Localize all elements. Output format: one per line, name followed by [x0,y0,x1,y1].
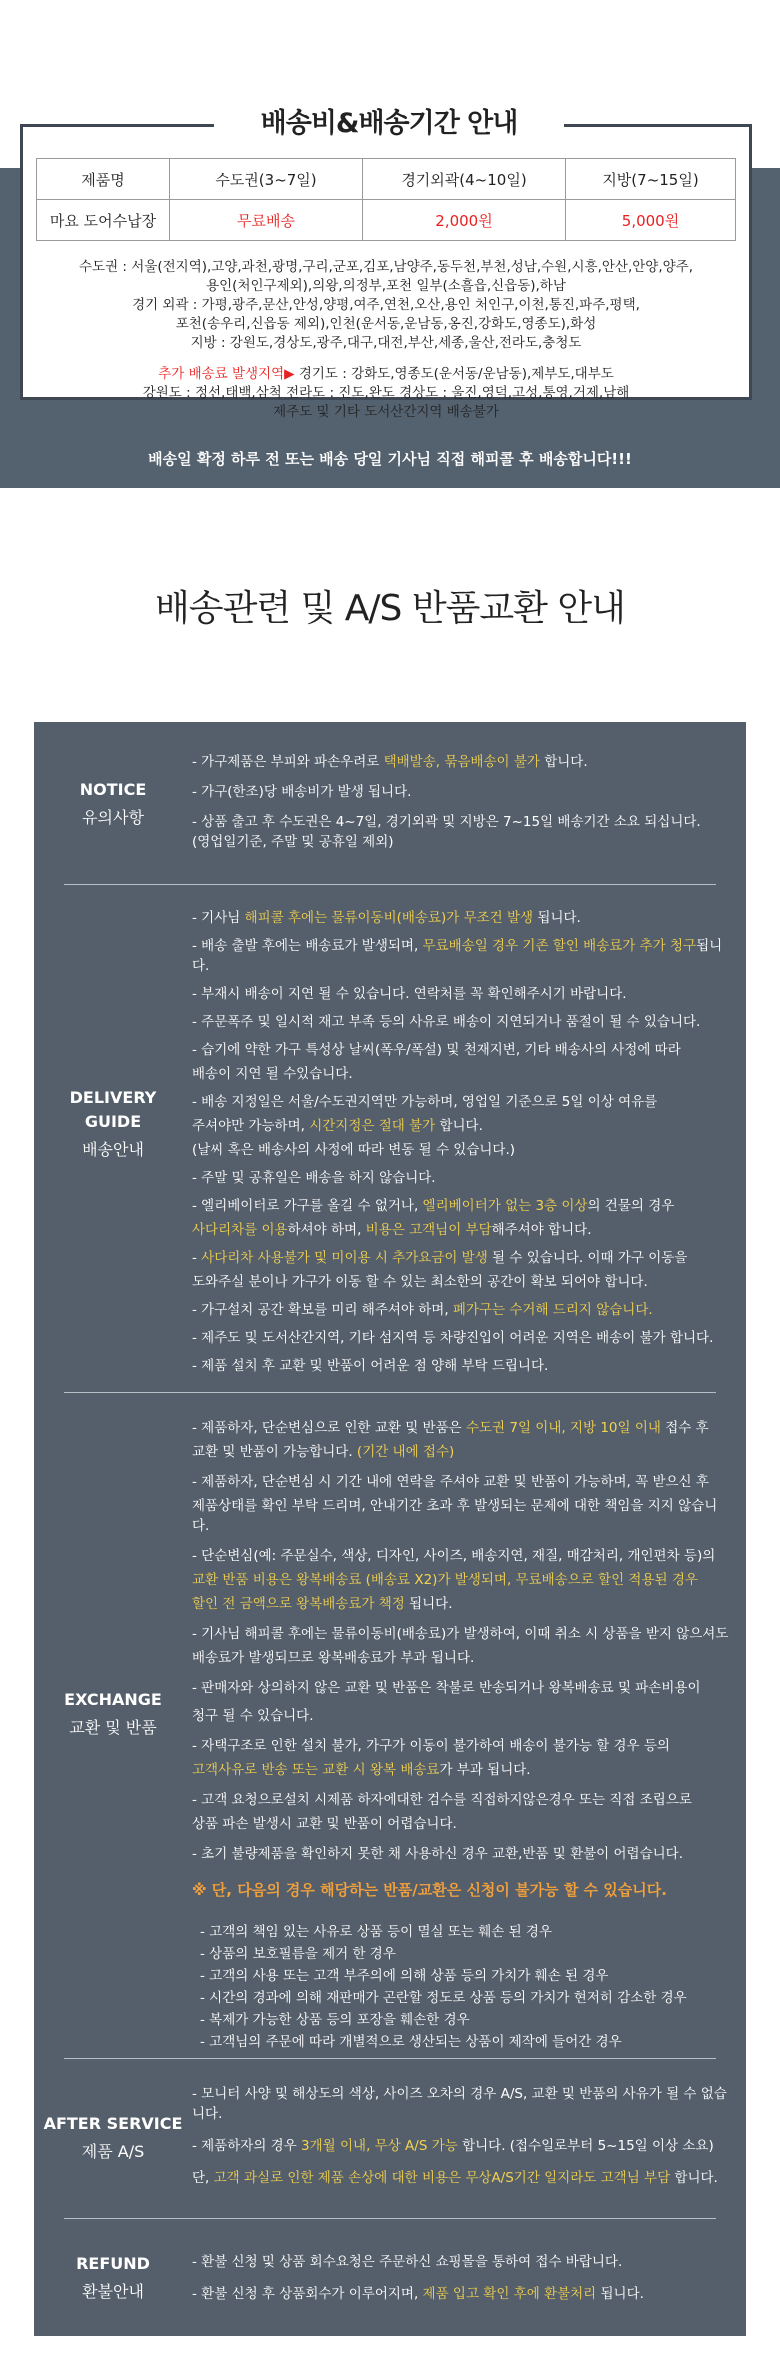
plain-text: - 배송 지정일은 서울/수도권지역만 가능하며, 영업일 기준으로 5일 이상 여유를 [192,1094,658,1110]
plain-text: 하셔야 하며, [287,1222,366,1238]
guide-line [192,908,732,928]
plain-text: - 환불 신청 후 상품회수가 이루어지며, [192,2286,423,2302]
table-cell-product: 마요 도어수납장 [37,200,170,241]
guide-title: 배송관련 및 A/S 반품교환 안내 [155,588,625,629]
guide-line [192,1040,732,1060]
region-line: 포천(송우리,신읍동 제외),인천(운서동,운남동,옹진,강화도,영종도),화성 [175,316,597,332]
list-item: - 상품의 보호필름을 제거 한 경우 [200,1946,396,1962]
extra-fee-line [36,365,736,384]
extra-fee-label: 추가 배송료 발생지역▶ [158,366,295,382]
table-header-cell: 제품명 [37,159,170,200]
list-item: - 고객의 책임 있는 사유로 상품 등이 멸실 또는 훼손 된 경우 [200,1924,553,1940]
guide-line [192,832,732,852]
section-body-delivery [192,908,732,1376]
plain-text: - 제품 설치 후 교환 및 반품이 어려운 점 양해 부탁 드립니다. [192,1358,549,1374]
guide-line [192,1168,732,1188]
section-title-en: EXCHANGE [64,1690,162,1709]
section-label-delivery [34,1086,192,1162]
plain-text: - 기사님 해피콜 후에는 물류이동비(배송료)가 발생하여, 이때 취소 시 상품을 받지 않으셔도 [192,1626,729,1642]
plain-text: 배송이 지연 될 수있습니다. [192,1066,353,1082]
guide-line [192,1140,732,1160]
section-divider [64,884,716,885]
guide-line [192,1116,732,1136]
plain-text: - 기사님 [192,910,245,926]
guide-line [192,1594,732,1614]
highlight-text: 시간지정은 절대 불가 [309,1118,436,1134]
highlight-text: 엘리베이터가 없는 3층 이상 [422,1198,588,1214]
section-label-after-service [34,2112,192,2164]
list-item: - 복제가 가능한 상품 등의 포장을 훼손한 경우 [200,2012,470,2028]
plain-text: 가 부과 됩니다. [439,1762,531,1778]
guide-line [192,1570,732,1590]
table-cell-fee: 5,000원 [566,200,736,241]
highlight-text: 비용은 고객님이 부담 [365,1222,492,1238]
table-header-cell: 지방(7~15일) [566,159,736,200]
highlight-text: (기간 내에 접수) [356,1444,455,1460]
plain-text: 될 수 있습니다. 이때 가구 이동을 [487,1250,688,1266]
highlight-text: 사다리차 사용불가 및 미이용 시 추가요금이 발생 [201,1250,488,1266]
plain-text: 합니다. [539,754,588,770]
highlight-text: 수도권 7일 이내, 지방 10일 이내 [465,1420,661,1436]
plain-text: 상품 파손 발생시 교환 및 반품이 어렵습니다. [192,1816,457,1832]
guide-line [192,1418,732,1438]
plain-text: - 제품하자의 경우 [192,2138,302,2154]
plain-text: - 판매자와 상의하지 않은 교환 및 반품은 착불로 반송되거나 왕복배송료 및 파손비용이 [192,1680,701,1696]
plain-text: - 환불 신청 및 상품 회수요청은 주문하신 쇼핑몰을 통하여 접수 바랍니다. [192,2254,623,2270]
highlight-text: 폐가구는 수거해 드리지 않습니다. [452,1302,653,1318]
plain-text: - 주문폭주 및 일시적 재고 부족 등의 사유로 배송이 지연되거나 품절이 될 수 있습니다. [192,1014,701,1030]
guide-line [192,1300,732,1320]
plain-text: - 자택구조로 인한 설치 불가, 가구가 이동이 불가하여 배송이 불가능 할 경우 등의 [192,1738,670,1754]
plain-text: - 초기 불량제품을 확인하지 못한 채 사용하신 경우 교환,반품 및 환불이 어렵습니다. [192,1846,684,1862]
plain-text: 됩니다. [404,1596,453,1612]
guide-line [192,2284,732,2304]
section-title-ko: 환불안내 [82,2282,144,2301]
plain-text: - 제주도 및 도서산간지역, 기타 섬지역 등 차량진입이 어려운 지역은 배송이 불가 합니다. [192,1330,714,1346]
plain-text: - 상품 출고 후 수도권은 4~7일, 경기외곽 및 지방은 7~15일 배송기간 소요 되십니다. [192,814,701,830]
section-label-exchange [34,1688,192,1740]
highlight-text: 택배발송, 묶음배송이 불가 [383,754,540,770]
section-title-ko: 제품 A/S [81,2142,145,2161]
table-header-cell: 수도권(3~7일) [170,159,363,200]
section-label-notice [34,778,192,830]
section-title-en: DELIVERY [69,1088,157,1107]
plain-text: - [192,1250,202,1266]
guide-line [192,1546,732,1566]
section-title-ko: 유의사항 [82,808,144,827]
section-title-ko: 교환 및 반품 [69,1718,157,1737]
guide-line [192,812,732,832]
shipping-card-title: 배송비&배송기간 안내 [214,104,564,144]
section-divider [64,1392,716,1393]
shipping-fee-table [36,158,736,241]
plain-text: 단, [192,2170,214,2186]
section-label-refund [34,2252,192,2304]
highlight-text: 3개월 이내, 무상 A/S 가능 [301,2138,458,2154]
guide-line [192,1328,732,1348]
section-divider [64,2218,716,2219]
plain-text: - 제품하자, 단순변심으로 인한 교환 및 반품은 [192,1420,466,1436]
plain-text: 합니다. [670,2170,718,2186]
guide-line [192,2084,732,2124]
plain-text: 해주셔야 합니다. [491,1222,592,1238]
guide-line [192,2136,732,2156]
plain-text: 됩니다. [533,910,581,926]
extra-fee-line: 강원도 : 정선,태백,삼척 전라도 : 진도,완도 경상도 : 울진,영덕,고성,통영,거제,남해 [142,385,630,401]
guide-line [192,2252,732,2272]
guide-line [192,1356,732,1376]
plain-text: - 주말 및 공휴일은 배송을 하지 않습니다. [192,1170,436,1186]
highlight-text: 교환 반품 비용은 왕복배송료 (배송료 X2)가 발생되며, 무료배송으로 할인 적용된 경우 [192,1572,698,1588]
guide-line [192,1844,732,1864]
plain-text: - 고객 요청으로설치 시제품 하자에대한 검수를 직접하지않은경우 또는 직접 조립으로 [192,1792,692,1808]
plain-text: (영업일기준, 주말 및 공휴일 제외) [192,834,394,850]
plain-text: 청구 될 수 있습니다. [192,1708,314,1724]
exception-list [192,1922,732,2052]
list-item: - 시간의 경과에 의해 재판매가 곤란할 정도로 상품 등의 가치가 현저히 감소한 경우 [200,1990,687,2006]
table-cell-fee: 무료배송 [170,200,363,241]
plain-text: - 가구설치 공간 확보를 미리 해주셔야 하며, [192,1302,453,1318]
guide-line [192,1760,732,1780]
plain-text: - 가구제품은 부피와 파손우려로 [192,754,384,770]
exchange-warning: ※ 단, 다음의 경우 해당하는 반품/교환은 신청이 불가능 할 수 있습니다. [192,1881,667,1899]
plain-text: - 단순변심(예: 주문실수, 색상, 디자인, 사이즈, 배송지연, 재질, 매감처리, 개인편차 등)의 [192,1548,716,1564]
section-divider [64,2058,716,2059]
plain-text: 접수 후 [660,1420,709,1436]
section-title-en: REFUND [76,2254,150,2273]
guide-line [192,1442,732,1462]
highlight-text: 무료배송일 경우 기존 할인 배송료가 추가 청구 [422,938,697,954]
plain-text: - 모니터 사양 및 해상도의 색상, 사이즈 오차의 경우 A/S, 교환 및 반품의 사유가 될 수 없습니다. [192,2086,727,2122]
list-item: - 고객님의 주문에 따라 개별적으로 생산되는 상품이 제작에 들어간 경우 [200,2034,622,2050]
guide-line [192,1248,732,1268]
guide-line [192,1092,732,1112]
guide-line [192,1496,732,1536]
guide-line [192,1678,732,1698]
guide-line [192,782,732,802]
section-title-ko: 배송안내 [82,1140,144,1159]
plain-text: 됩니다. [192,938,723,974]
guide-line [192,936,732,976]
section-body-exchange [192,1418,732,2052]
shipping-banner [0,0,780,488]
region-line: 지방 : 강원도,경상도,광주,대구,대전,부산,세종,울산,전라도,충청도 [190,335,582,351]
section-title-en: AFTER SERVICE [43,2114,183,2133]
guide-line [192,984,732,1004]
region-info [36,258,736,422]
guide-line [192,1624,732,1644]
guide-line [192,1472,732,1492]
highlight-text: 고객 과실로 인한 제품 손상에 대한 비용은 무상A/S기간 일지라도 고객님 부담 [213,2170,671,2186]
list-item: - 고객의 사용 또는 고객 부주의에 의해 상품 등의 가치가 훼손 된 경우 [200,1968,609,1984]
region-line: 수도권 : 서울(전지역),고양,과천,광명,구리,군포,김포,남양주,동두천,부천,성남,수원,시흥,안산,안양,양주, [79,259,693,275]
plain-text: - 엘리베이터로 가구를 올길 수 없거나, [192,1198,423,1214]
plain-text: - 제품하자, 단순변심 시 기간 내에 연락을 주셔야 교환 및 반품이 가능하며, 꼭 받으신 후 [192,1474,709,1490]
guide-panel [34,722,746,2336]
highlight-text: 제품 입고 확인 후에 환불처리 [422,2286,597,2302]
guide-line [192,752,732,772]
guide-line [192,1790,732,1810]
guide-line [192,1196,732,1216]
plain-text: - 습기에 약한 가구 특성상 날씨(폭우/폭설) 및 천재지변, 기타 배송사의 사정에 따라 [192,1042,681,1058]
plain-text: 배송료가 발생되므로 왕복배송료가 부과 됩니다. [192,1650,475,1666]
guide-line [192,1706,732,1726]
guide-line [192,1648,732,1668]
plain-text: 됩니다. [596,2286,644,2302]
section-body-notice [192,752,732,852]
region-line: 용인(처인구제외),의왕,의정부,포천 일부(소흘읍,신읍동),하남 [206,278,566,294]
region-line: 경기 외곽 : 가평,광주,문산,안성,양평,여주,연천,오산,용인 처인구,이천,통진,파주,평택, [132,297,640,313]
guide-line [192,1272,732,1292]
plain-text: 의 건물의 경우 [587,1198,675,1214]
highlight-text: 고객사유로 반송 또는 교환 시 왕복 배송료 [192,1762,440,1778]
table-cell-fee: 2,000원 [363,200,566,241]
highlight-text: 사다리차를 이용 [192,1222,288,1238]
plain-text: 합니다. [435,1118,483,1134]
extra-fee-line: 제주도 및 기타 도서산간지역 배송불가 [273,404,499,420]
guide-line [192,1220,732,1240]
guide-line [192,2168,732,2188]
plain-text: 주셔야만 가능하며, [192,1118,310,1134]
guide-line [192,1064,732,1084]
plain-text: (날씨 혹은 배송사의 사정에 따라 변동 될 수 있습니다.) [192,1142,516,1158]
guide-line [192,1814,732,1834]
happy-call-notice: 배송일 확정 하루 전 또는 배송 당일 기사님 직접 해피콜 후 배송합니다!!! [148,450,632,468]
table-header-row [37,159,736,200]
guide-line [192,1736,732,1756]
plain-text: - 부재시 배송이 지연 될 수 있습니다. 연락처를 꼭 확인해주시기 바랍니다. [192,986,627,1002]
plain-text: 도와주실 분이나 가구가 이동 할 수 있는 최소한의 공간이 확보 되어야 합니다. [192,1274,648,1290]
section-title-en: NOTICE [79,780,147,799]
plain-text: 합니다. (접수일로부터 5~15일 이상 소요) [457,2138,714,2154]
guide-line [192,1012,732,1032]
highlight-text: 할인 전 금액으로 왕복배송료가 책정 [192,1596,405,1612]
table-header-cell: 경기외곽(4~10일) [363,159,566,200]
section-body-refund [192,2252,732,2304]
plain-text: 교환 및 반품이 가능합니다. [192,1444,357,1460]
section-title-en: GUIDE [84,1112,142,1131]
plain-text: - 가구(한조)당 배송비가 발생 됩니다. [192,784,412,800]
plain-text: 제품상태를 확인 부탁 드리며, 안내기간 초과 후 발생되는 문제에 대한 책임을 지지 않습니다. [192,1498,718,1534]
section-body-after-service [192,2084,732,2188]
table-row [37,200,736,241]
extra-fee-text: 경기도 : 강화도,영종도(운서동/운남동),제부도,대부도 [294,366,614,382]
highlight-text: 해피콜 후에는 물류이동비(배송료)가 무조건 발생 [244,910,534,926]
plain-text: - 배송 출발 후에는 배송료가 발생되며, [192,938,423,954]
